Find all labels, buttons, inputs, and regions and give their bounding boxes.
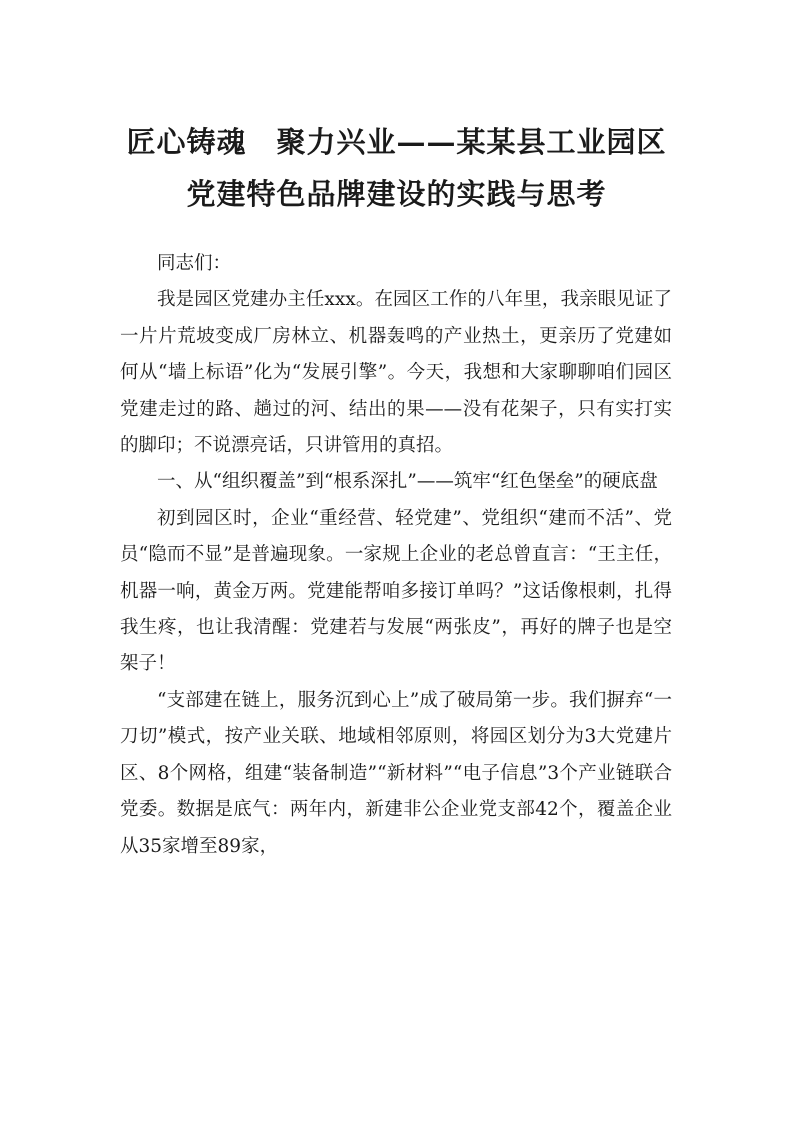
section-heading-1: 一、从“组织覆盖”到“根系深扎”——筑牢“红色堡垒”的硬底盘 [157, 471, 658, 493]
body-paragraph: 初到园区时，企业“重经营、轻党建”、党组织“建而不活”、党员“隐而不显”是普遍现象。一家规上企业的老总曾直言：“王主任，机器一响，黄金万两。党建能帮咱多接订单吗？”这话像根刺，扎得我生疼，也让我清醒：党建若与发展“两张皮”，再好的牌子也是空架子！ [120, 507, 672, 675]
document-body [120, 246, 672, 865]
salutation-paragraph: 同志们： [157, 253, 232, 274]
body-paragraph: “支部建在链上，服务沉到心上”成了破局第一步。我们摒弃“一刀切”模式，按产业关联、地域相邻原则，将园区划分为3大党建片区、8个网格，组建“装备制造”“新材料”“电子信息”3个产业链联合党委。数据是底气：两年内，新建非公企业党支部42个，覆盖企业从35家增至89家， [120, 689, 672, 857]
document-title-line-1: 匠心铸魂 聚力兴业——某某县工业园区 [126, 125, 667, 159]
intro-paragraph: 我是园区党建办主任xxx。在园区工作的八年里，我亲眼见证了一片片荒坡变成厂房林立、机器轰鸣的产业热土，更亲历了党建如何从“墙上标语”化为“发展引擎”。今天，我想和大家聊聊咱们园区党建走过的路、趟过的河、结出的果——没有花架子，只有实打实的脚印；不说漂亮话，只讲管用的真招。 [120, 289, 672, 457]
document-title-line-2: 党建特色品牌建设的实践与思考 [186, 177, 607, 211]
